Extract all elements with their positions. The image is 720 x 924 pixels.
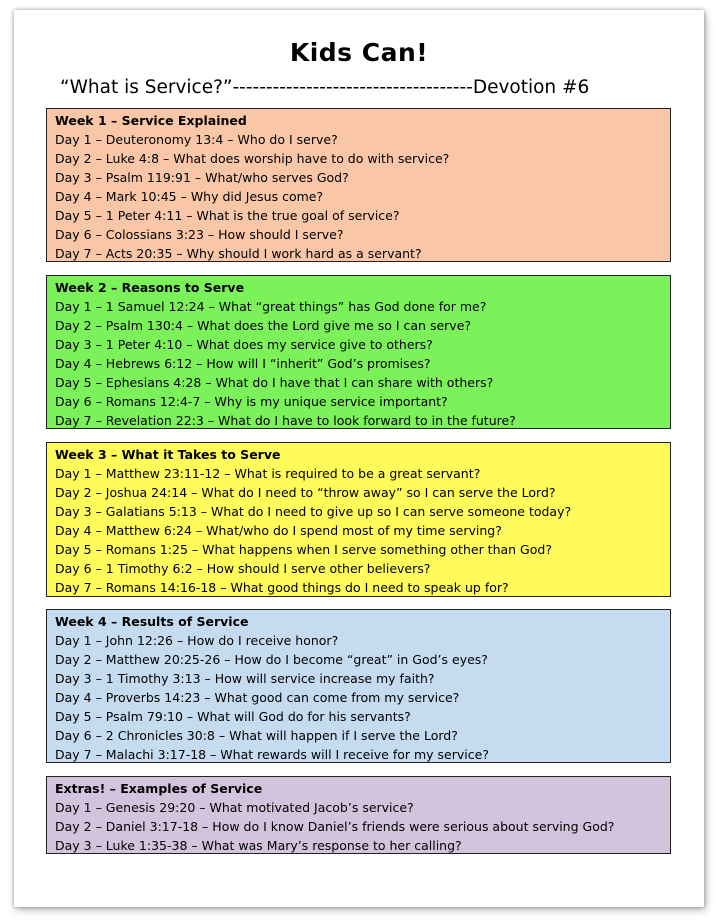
day-line: Day 4 – Matthew 6:24 – What/who do I spend most of my time serving?: [55, 523, 502, 538]
day-line: Day 4 – Hebrews 6:12 – How will I “inherit” God’s promises?: [55, 356, 431, 371]
document-page: [14, 10, 704, 907]
section-heading: Week 4 – Results of Service: [55, 614, 249, 629]
day-line: Day 1 – 1 Samuel 12:24 – What “great things” has God done for me?: [55, 299, 487, 314]
day-line: Day 2 – Joshua 24:14 – What do I need to “throw away” so I can serve the Lord?: [55, 485, 556, 500]
day-line: Day 1 – Matthew 23:11-12 – What is required to be a great servant?: [55, 466, 481, 481]
day-line: Day 5 – Psalm 79:10 – What will God do for his servants?: [55, 709, 411, 724]
day-line: Day 1 – Deuteronomy 13:4 – Who do I serve?: [55, 132, 338, 147]
day-line: Day 3 – Galatians 5:13 – What do I need to give up so I can serve someone today?: [55, 504, 572, 519]
day-line: Day 2 – Daniel 3:17-18 – How do I know Daniel’s friends were serious about serving God?: [55, 819, 615, 834]
day-line: Day 7 – Malachi 3:17-18 – What rewards will I receive for my service?: [55, 747, 489, 762]
day-line: Day 3 – 1 Timothy 3:13 – How will service increase my faith?: [55, 671, 435, 686]
day-line: Day 6 – Colossians 3:23 – How should I serve?: [55, 227, 344, 242]
section-heading: Week 2 – Reasons to Serve: [55, 280, 245, 295]
week-1-section: [46, 108, 671, 262]
section-heading: Week 3 – What it Takes to Serve: [55, 447, 281, 462]
day-line: Day 5 – Ephesians 4:28 – What do I have that I can share with others?: [55, 375, 494, 390]
page-title: Kids Can!: [289, 38, 429, 67]
day-line: Day 2 – Psalm 130:4 – What does the Lord give me so I can serve?: [55, 318, 472, 333]
day-line: Day 7 – Revelation 22:3 – What do I have to look forward to in the future?: [55, 413, 516, 428]
day-line: Day 7 – Romans 14:16-18 – What good things do I need to speak up for?: [55, 580, 509, 595]
day-line: Day 4 – Proverbs 14:23 – What good can come from my service?: [55, 690, 460, 705]
day-line: Day 4 – Mark 10:45 – Why did Jesus come?: [55, 189, 324, 204]
day-line: Day 6 – 2 Chronicles 30:8 – What will happen if I serve the Lord?: [55, 728, 458, 743]
extras-section: [46, 776, 671, 854]
day-line: Day 6 – Romans 12:4-7 – Why is my unique service important?: [55, 394, 448, 409]
day-line: Day 3 – Luke 1:35-38 – What was Mary’s response to her calling?: [55, 838, 462, 853]
day-line: Day 7 – Acts 20:35 – Why should I work hard as a servant?: [55, 246, 422, 261]
day-line: Day 1 – Genesis 29:20 – What motivated Jacob’s service?: [55, 800, 414, 815]
page-subtitle: “What is Service?”------------------------------------Devotion #6: [60, 77, 590, 98]
day-line: Day 1 – John 12:26 – How do I receive honor?: [55, 633, 339, 648]
day-line: Day 5 – 1 Peter 4:11 – What is the true goal of service?: [55, 208, 400, 223]
section-heading: Week 1 – Service Explained: [55, 113, 247, 128]
section-heading: Extras! – Examples of Service: [55, 781, 263, 796]
day-line: Day 3 – 1 Peter 4:10 – What does my service give to others?: [55, 337, 433, 352]
day-line: Day 3 – Psalm 119:91 – What/who serves God?: [55, 170, 349, 185]
day-line: Day 2 – Luke 4:8 – What does worship have to do with service?: [55, 151, 450, 166]
week-4-section: [46, 609, 671, 763]
day-line: Day 6 – 1 Timothy 6:2 – How should I serve other believers?: [55, 561, 431, 576]
week-2-section: [46, 275, 671, 429]
day-line: Day 2 – Matthew 20:25-26 – How do I become “great” in God’s eyes?: [55, 652, 488, 667]
week-3-section: [46, 442, 671, 597]
day-line: Day 5 – Romans 1:25 – What happens when I serve something other than God?: [55, 542, 552, 557]
